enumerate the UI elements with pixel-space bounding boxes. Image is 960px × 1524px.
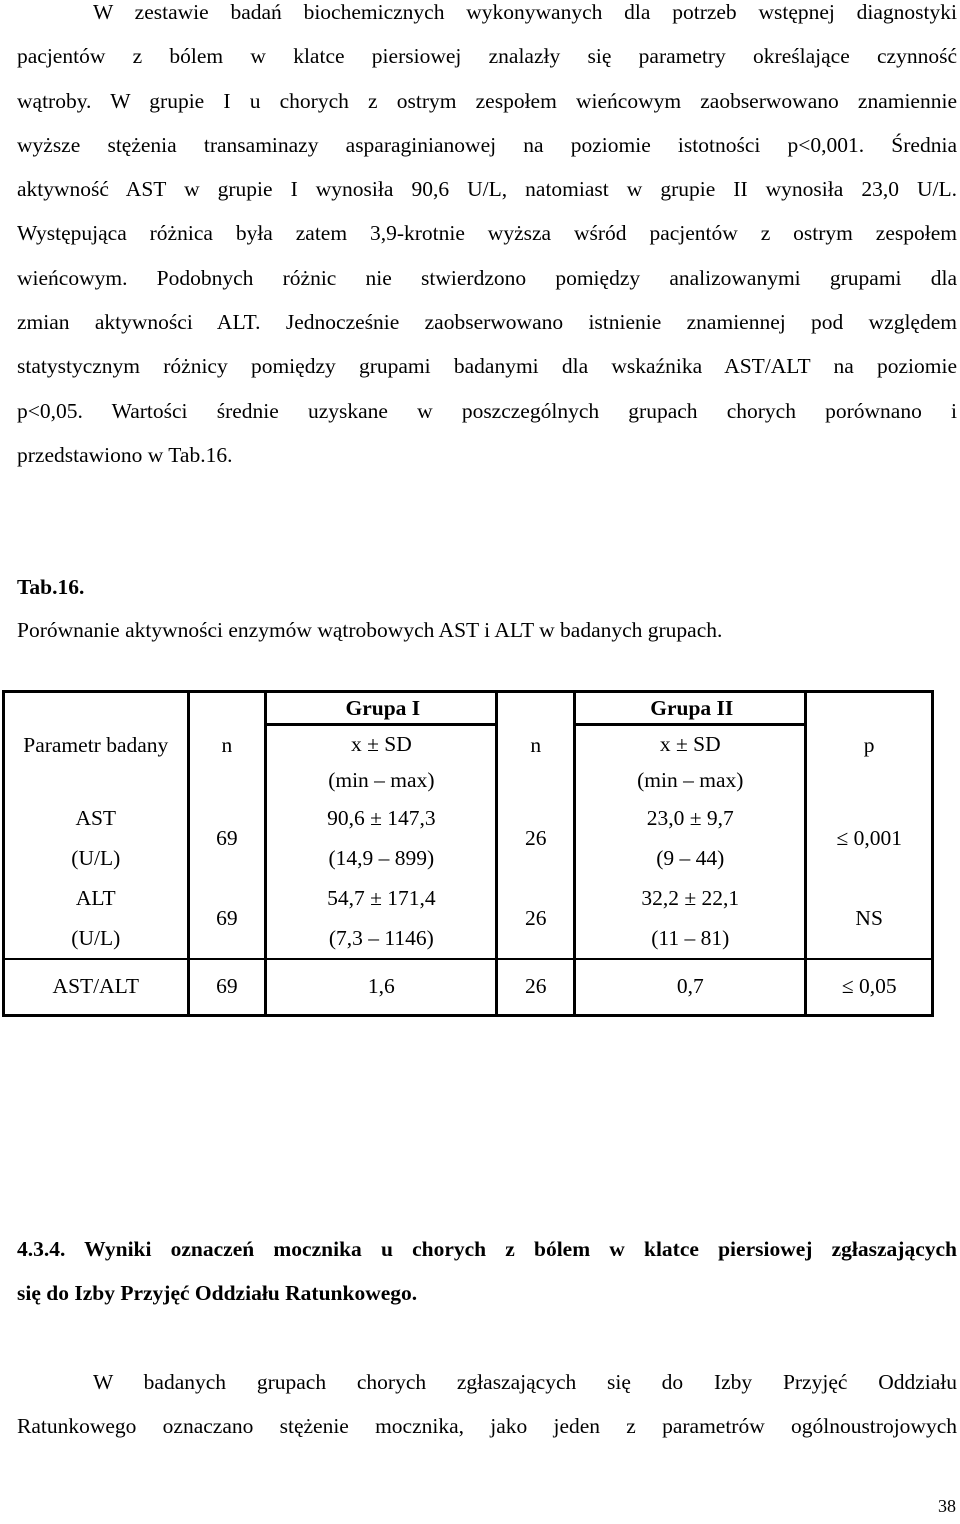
row-stat2-line2: (11 – 81) [651, 926, 730, 950]
paragraph-line: przedstawiono w Tab.16. [17, 442, 233, 467]
paragraph-line: W badanych grupach chorych zgłaszających się do Izby Przyjęć Oddziału [93, 1370, 957, 1394]
section-heading-line: się do Izby Przyjęć Oddziału Ratunkowego. [17, 1281, 418, 1305]
row-stat2-line2: (9 – 44) [656, 846, 725, 870]
header-stat2-line2: (min – max) [637, 768, 744, 792]
header-param: Parametr badany [23, 733, 169, 757]
paragraph-line: W zestawie badań biochemicznych wykonywanych dla potrzeb wstępnej diagnostyki [93, 0, 957, 24]
row-stat1-line1: 54,7 ± 171,4 [327, 886, 436, 910]
footer-n1: 69 [188, 959, 266, 1015]
paragraph-line: Ratunkowego oznaczano stężenie mocznika, jako jeden z parametrów ogólnoustrojowych [17, 1414, 957, 1439]
row-stat2-line1: 32,2 ± 22,1 [641, 886, 740, 910]
paragraph-line: aktywność AST w grupie I wynosiła 90,6 U/L, natomiast w grupie II wynosiła 23,0 U/L. [17, 177, 957, 202]
row-stat1-line2: (14,9 – 899) [328, 846, 435, 870]
section-heading-line: 4.3.4. Wyniki oznaczeń mocznika u chorych z bólem w klatce piersiowej zgłaszających [17, 1237, 957, 1261]
row-p: ≤ 0,001 [806, 798, 933, 878]
row-stat1-line2: (7,3 – 1146) [328, 926, 434, 950]
table-row [4, 798, 933, 878]
footer-p: ≤ 0,05 [806, 959, 933, 1015]
row-stat2 [575, 798, 806, 878]
results-table [2, 690, 934, 1017]
table-header-row [4, 692, 933, 799]
paragraph-line: wyższe stężenia transaminazy asparaginianowej na poziomie istotności p<0,001. Średnia [17, 132, 957, 157]
row-n2: 26 [497, 798, 575, 878]
paragraph-line: Występująca różnica była zatem 3,9-krotnie wyższa wśród pacjentów z ostrym zespołem [17, 221, 957, 246]
footer-n2: 26 [497, 959, 575, 1015]
row-n1: 69 [188, 798, 266, 878]
table-caption: Porównanie aktywności enzymów wątrobowych AST i ALT w badanych grupach. [17, 618, 723, 642]
page-number: 38 [938, 1496, 956, 1516]
row-stat1 [266, 878, 497, 959]
row-param-line1: AST [75, 806, 117, 830]
table-row [4, 878, 933, 959]
table-footer-row [4, 959, 933, 1015]
row-stat2-line1: 23,0 ± 9,7 [646, 806, 734, 830]
header-group2-stats [575, 692, 806, 799]
row-param-line2: (U/L) [71, 846, 121, 870]
paragraph-urea [17, 1360, 957, 1449]
paragraph-line: wątroby. W grupie I u chorych z ostrym zespołem wieńcowym zaobserwowano znamiennie [17, 88, 957, 113]
footer-stat2: 0,7 [575, 959, 806, 1015]
header-group1-stats [266, 692, 497, 799]
header-n-group1: n [188, 692, 266, 799]
row-stat1 [266, 798, 497, 878]
row-param-line1: ALT [75, 886, 116, 910]
paragraph-line: zmian aktywności ALT. Jednocześnie zaobserwowano istnienie znamiennej pod względem [17, 310, 957, 335]
row-param [4, 798, 189, 878]
header-stat1-line2: (min – max) [328, 768, 435, 792]
row-n2: 26 [497, 878, 575, 959]
row-p: NS [806, 878, 933, 959]
row-param [4, 878, 189, 959]
footer-stat1: 1,6 [266, 959, 497, 1015]
header-stat1-line1: x ± SD [350, 732, 412, 756]
section-heading [17, 1227, 957, 1315]
row-param-line2: (U/L) [71, 926, 121, 950]
header-group2: Grupa II [576, 693, 807, 726]
header-n-group2: n [497, 692, 575, 799]
paragraph-results [17, 0, 957, 477]
paragraph-line: wieńcowym. Podobnych różnic nie stwierdzono pomiędzy analizowanymi grupami dla [17, 265, 957, 290]
row-stat1-line1: 90,6 ± 147,3 [327, 806, 436, 830]
paragraph-line: pacjentów z bólem w klatce piersiowej znalazły się parametry określające czynność [17, 44, 957, 69]
paragraph-line: p<0,05. Wartości średnie uzyskane w poszczególnych grupach chorych porównano i [17, 398, 957, 423]
footer-param: AST/ALT [4, 959, 189, 1015]
row-n1: 69 [188, 878, 266, 959]
header-group1: Grupa I [267, 693, 498, 726]
header-p: p [806, 692, 933, 799]
header-stat2-line1: x ± SD [659, 732, 721, 756]
row-stat2 [575, 878, 806, 959]
table-title: Tab.16. [17, 575, 85, 599]
paragraph-line: statystycznym różnicy pomiędzy grupami badanymi dla wskaźnika AST/ALT na poziomie [17, 354, 957, 379]
